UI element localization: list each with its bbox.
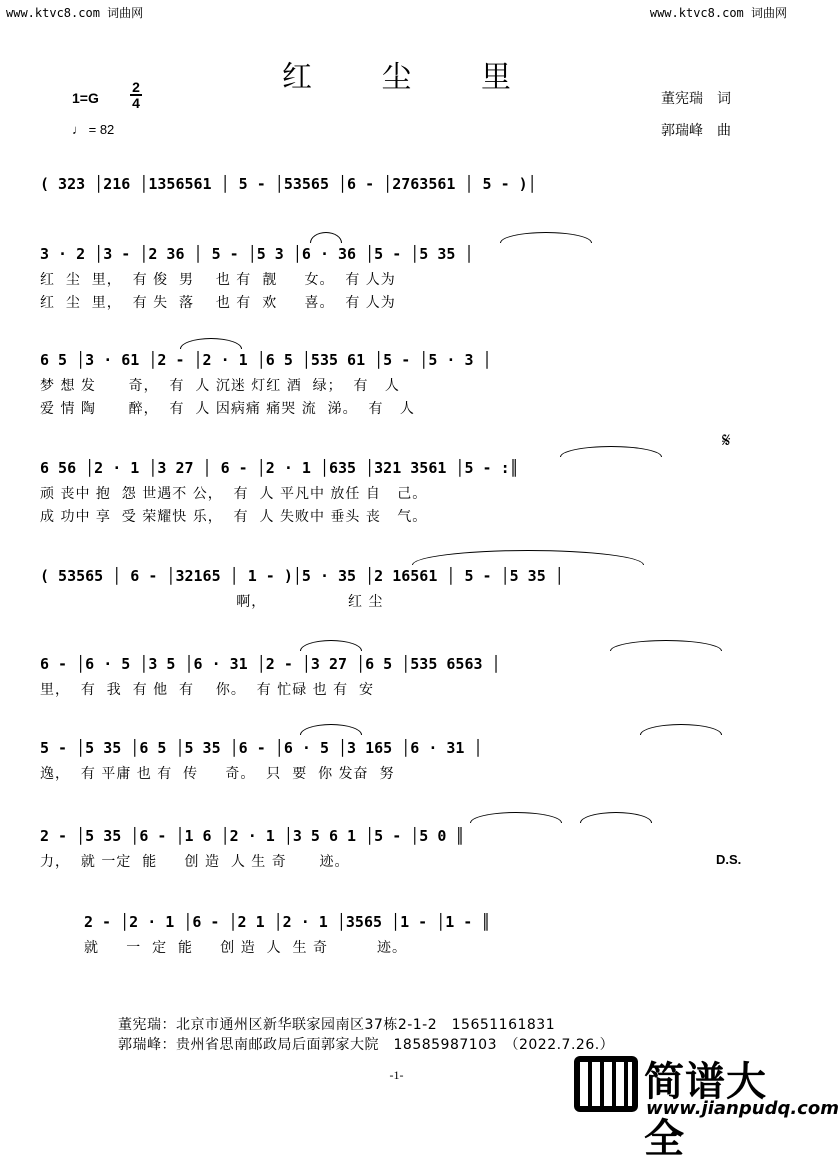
slur-mark: [470, 812, 562, 823]
notation-line: 2 - │2 · 1 │6 - │2 1 │2 · 1 │3565 │1 - │1 - ║: [84, 913, 491, 931]
lyrics-verse-1: 梦 想 发 奇， 有 人 沉迷 灯红 酒 绿； 有 人: [40, 378, 400, 394]
lyrics-verse-2: 爱 情 陶 醉， 有 人 因病痛 痛哭 流 涕。 有 人: [40, 401, 415, 417]
score-system-8: [40, 826, 740, 896]
logo-text: 简谱大全: [644, 1059, 767, 1162]
lyrics-verse-1: 顽 丧中 抱 怨 世遇不 公， 有 人 平凡中 放任 自 己。: [40, 486, 428, 502]
slur-mark: [300, 724, 362, 735]
notation-line: ( 53565 │ 6 - │32165 │ 1 - )│5 · 35 │2 16561 │ 5 - │5 35 │: [40, 567, 564, 585]
notation-line: 6 5 │3 · 61 │2 - │2 · 1 │6 5 │535 61 │5 - │5 · 3 │: [40, 351, 492, 369]
lyricist-credit: 董宪瑞 词: [661, 91, 731, 107]
score-system-3: [40, 350, 740, 420]
lyrics-verse-1: 红 尘 里， 有 俊 男 也 有 靓 女。 有 人为: [40, 272, 396, 288]
piano-keys-icon: [574, 1056, 638, 1112]
notation-line: 6 - │6 · 5 │3 5 │6 · 31 │2 - │3 27 │6 5 │535 6563 │: [40, 655, 501, 673]
title-char-3: 里: [481, 60, 512, 95]
notation-line: 5 - │5 35 │6 5 │5 35 │6 - │6 · 5 │3 165 │6 · 31 │: [40, 739, 483, 757]
time-numerator: 2: [130, 80, 142, 96]
title-char-2: 尘: [381, 60, 412, 95]
notation-line: 3 · 2 │3 - │2 36 │ 5 - │5 3 │6 · 36 │5 - │5 35 │: [40, 245, 474, 263]
lyrics-verse-1: 逸， 有 平庸 也 有 传 奇。 只 要 你 发奋 努: [40, 766, 395, 782]
key-signature: 1=G: [72, 90, 99, 106]
slur-mark: [300, 640, 362, 651]
lyrics-verse-1: 里， 有 我 有 他 有 你。 有 忙碌 也 有 安: [40, 682, 375, 698]
notation-line: 2 - │5 35 │6 - │1 6 │2 · 1 │3 5 6 1 │5 - │5 0 ║: [40, 827, 465, 845]
slur-mark: [560, 446, 662, 457]
score-system-2: [40, 244, 740, 314]
lyrics-verse-2: 成 功中 享 受 荣耀快 乐， 有 人 失败中 垂头 丧 气。: [40, 509, 428, 525]
slur-mark: [580, 812, 652, 823]
slur-mark: [412, 550, 644, 565]
slur-mark: [640, 724, 722, 735]
lyrics-verse-2: 红 尘 里， 有 失 落 也 有 欢 喜。 有 人为: [40, 295, 396, 311]
slur-mark: [610, 640, 722, 651]
time-denominator: 4: [132, 95, 140, 111]
header-site-right: www.ktvc8.com 词曲网: [649, 6, 787, 20]
lyrics-verse-1: 啊， 红 尘: [40, 594, 384, 610]
time-signature: [130, 80, 142, 110]
notation-line: ( 323 │216 │1356561 │ 5 - │53565 │6 - │2763561 │ 5 - )│: [40, 175, 537, 193]
logo-url: www.jianpudq.com: [646, 1098, 839, 1119]
segno-icon: 𝄋: [722, 428, 731, 452]
site-logo: [574, 1050, 839, 1162]
score-system-6: [40, 654, 740, 724]
lyrics-verse-1: 力， 就 一定 能 创 造 人 生 奇 迹。: [40, 854, 350, 870]
score-system-4: [40, 428, 740, 528]
score-system-1: [40, 174, 740, 244]
tempo-marking: [72, 122, 114, 137]
notation-line: 6 56 │2 · 1 │3 27 │ 6 - │2 · 1 │635 │321 3561 │5 - :║: [40, 459, 519, 477]
lyrics-verse-1: 就 一 定 能 创 造 人 生 奇 迹。: [84, 940, 408, 956]
slur-mark: [180, 338, 242, 349]
score-system-9: [84, 912, 784, 982]
quarter-note-icon: ♩: [72, 122, 85, 137]
contact-composer: 郭瑞峰：贵州省思南邮政局后面郭家大院 18585987103 （2022.7.26.）: [118, 1037, 615, 1053]
header-site-left: www.ktvc8.com 词曲网: [6, 6, 144, 20]
tempo-value: = 82: [88, 122, 115, 137]
title-char-1: 红: [281, 60, 312, 95]
score-system-5: [40, 566, 740, 636]
page-number: -1-: [389, 1068, 404, 1082]
composer-credit: 郭瑞峰 曲: [661, 123, 731, 139]
score-system-7: [40, 738, 740, 808]
ds-marking: D.S.: [716, 852, 742, 867]
contact-lyricist: 董宪瑞：北京市通州区新华联家园南区37栋2-1-2 15651161831: [118, 1017, 556, 1033]
